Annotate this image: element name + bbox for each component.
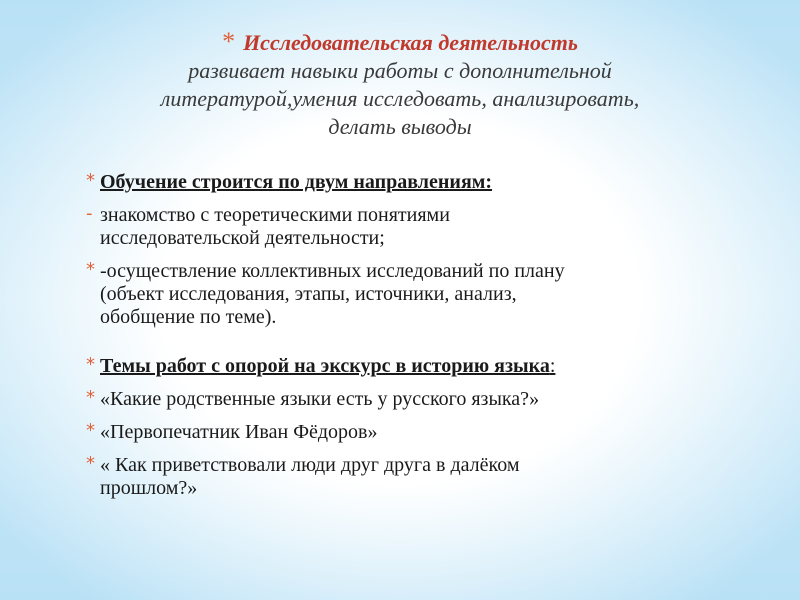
bullet-icon: * [86,387,95,408]
list-item-text: « Как приветствовали люди друг друга в далёком [100,454,520,476]
title-bullet-icon: * [222,27,236,56]
list-item [86,454,726,500]
list-item-text: «Какие родственные языки есть у русского языка?» [100,388,540,410]
bullet-icon: * [86,420,95,441]
list-item-text: -осуществление коллективных исследований по плану [100,260,565,282]
bullet-icon: * [86,170,95,191]
slide-body [86,171,726,510]
dash-bullet: - [86,203,93,224]
bullet-icon: * [86,354,95,375]
title-line: делать выводы [328,114,472,139]
list-item-text: обобщение по теме). [100,306,277,328]
list-item-text: «Первопечатник Иван Фёдоров» [100,421,378,443]
list-item [86,421,726,444]
section-heading-colon: : [549,355,556,377]
title-emphasis: Исследовательская деятельность [243,30,578,55]
title-line: литературой,умения исследовать, анализировать, [160,86,640,111]
list-item-text: прошлом?» [100,477,198,499]
list-item-text: (объект исследования, этапы, источники, анализ, [100,283,517,305]
list-item-text: исследовательской деятельности; [100,227,385,249]
bullet-icon: * [86,259,95,280]
section-heading: Обучение строится по двум направлениям: [100,171,493,193]
list-item [86,204,726,250]
slide-title [70,28,730,141]
list-item [86,171,726,194]
list-item [86,260,726,329]
list-item [86,355,726,378]
list-item [86,388,726,411]
section-heading: Темы работ с опорой на экскурс в историю языка [100,355,550,377]
title-line: развивает навыки работы с дополнительной [188,58,612,83]
list-item-text: знакомство с теоретическими понятиями [100,204,450,226]
bullet-icon: * [86,453,95,474]
